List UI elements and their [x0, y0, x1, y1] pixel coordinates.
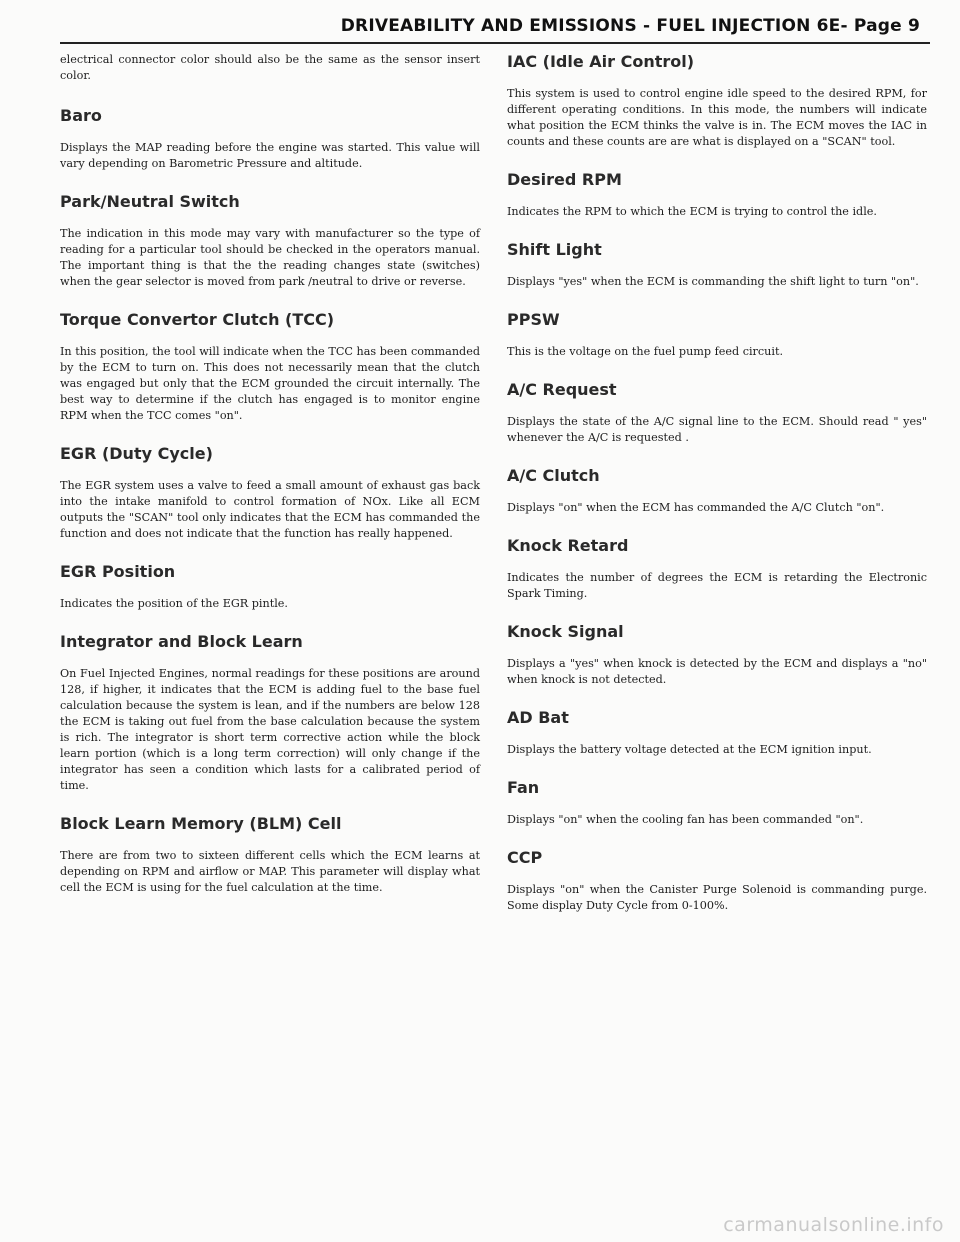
section-heading: Baro [60, 106, 102, 125]
section-ccp [507, 848, 927, 914]
section-ad-bat [507, 708, 927, 758]
section-text: Displays "on" when the Canister Purge Solenoid is commanding purge. Some display Duty Cycle from 0-100%. [507, 883, 927, 912]
section-text: This system is used to control engine idle speed to the desired RPM, for different operating conditions. In this mode, the numbers will indicate what position the ECM thinks the valve is in. The ECM moves the IAC in counts and these counts are are what is displayed on a "SCAN" tool. [507, 87, 927, 148]
section-fan [507, 778, 927, 828]
section-text: There are from two to sixteen different cells which the ECM learns at depending on RPM and airflow or MAP. This parameter will display what cell the ECM is using for the fuel calculation at the time. [60, 849, 480, 894]
section-heading: AD Bat [507, 708, 569, 727]
section-heading: Knock Signal [507, 622, 624, 641]
section-park-neutral-switch [60, 192, 480, 290]
header-title: DRIVEABILITY AND EMISSIONS - FUEL INJECTION 6E- Page 9 [340, 16, 920, 36]
section-heading: Block Learn Memory (BLM) Cell [60, 814, 342, 833]
section-text: The EGR system uses a valve to feed a small amount of exhaust gas back into the intake manifold to control formation of NOx. Like all ECM outputs the "SCAN" tool only indicates that the ECM has commanded the function and does not indicate that the function has really happened. [60, 479, 480, 540]
section-text: Displays "on" when the cooling fan has been commanded "on". [507, 813, 864, 826]
section-iac [507, 52, 927, 150]
section-text: Displays the state of the A/C signal line to the ECM. Should read " yes" whenever the A/C is requested . [507, 415, 927, 444]
section-text: Indicates the number of degrees the ECM is retarding the Electronic Spark Timing. [507, 571, 927, 600]
section-heading: A/C Clutch [507, 466, 600, 485]
section-text: Displays "on" when the ECM has commanded the A/C Clutch "on". [507, 501, 885, 514]
section-text: In this position, the tool will indicate when the TCC has been commanded by the ECM to turn on. This does not necessarily mean that the clutch was engaged but only that the ECM grounded the circuit internally. The best way to determine if the clutch has engaged is to monitor engine RPM when the TCC comes "on". [60, 345, 480, 422]
section-ppsw [507, 310, 927, 360]
section-heading: PPSW [507, 310, 560, 329]
page-header [60, 8, 930, 42]
intro-paragraph: electrical connector color should also be the same as the sensor insert color. [60, 53, 480, 82]
section-ac-request [507, 380, 927, 446]
section-text: Displays a "yes" when knock is detected by the ECM and displays a "no" when knock is not detected. [507, 657, 927, 686]
section-text: The indication in this mode may vary with manufacturer so the type of reading for a particular tool should be checked in the operators manual. The important thing is that the the reading changes state (switches) when the gear selector is moved from park /neutral to drive or reverse. [60, 227, 480, 288]
section-heading: Fan [507, 778, 540, 797]
section-heading: Torque Convertor Clutch (TCC) [60, 310, 335, 329]
section-heading: Integrator and Block Learn [60, 632, 303, 651]
section-integrator-block-learn [60, 632, 480, 794]
section-heading: Shift Light [507, 240, 602, 259]
section-text: This is the voltage on the fuel pump feed circuit. [507, 345, 783, 358]
section-desired-rpm [507, 170, 927, 220]
section-text: On Fuel Injected Engines, normal readings for these positions are around 128, if higher, it indicates that the ECM is adding fuel to the base fuel calculation because the system is lean, and if the numbers are below 128 the ECM is taking out fuel from the base calculation because the system is rich. The integrator is short term corrective action while the block learn portion (which is a long term correction) will only change if the integrator has seen a condition which lasts for a calibrated period of time. [60, 667, 480, 792]
watermark-text: carmanualsonline.info [723, 1214, 944, 1236]
section-egr-position [60, 562, 480, 612]
section-heading: IAC (Idle Air Control) [507, 52, 695, 71]
section-heading: Knock Retard [507, 536, 629, 555]
section-heading: EGR Position [60, 562, 176, 581]
section-shift-light [507, 240, 927, 290]
section-tcc [60, 310, 480, 424]
section-heading: EGR (Duty Cycle) [60, 444, 213, 463]
section-text: Indicates the RPM to which the ECM is trying to control the idle. [507, 205, 877, 218]
section-baro [60, 106, 480, 172]
right-column [507, 52, 927, 934]
section-text: Indicates the position of the EGR pintle. [60, 597, 288, 610]
section-text: Displays the battery voltage detected at the ECM ignition input. [507, 743, 872, 756]
header-rule [60, 42, 930, 44]
section-egr-duty-cycle [60, 444, 480, 542]
section-heading: Park/Neutral Switch [60, 192, 240, 211]
section-knock-signal [507, 622, 927, 688]
section-text: Displays the MAP reading before the engine was started. This value will vary depending on Barometric Pressure and altitude. [60, 141, 480, 170]
section-heading: Desired RPM [507, 170, 622, 189]
section-heading: CCP [507, 848, 543, 867]
section-heading: A/C Request [507, 380, 617, 399]
section-text: Displays "yes" when the ECM is commanding the shift light to turn "on". [507, 275, 919, 288]
left-column [60, 52, 480, 916]
section-blm-cell [60, 814, 480, 896]
section-knock-retard [507, 536, 927, 602]
section-ac-clutch [507, 466, 927, 516]
